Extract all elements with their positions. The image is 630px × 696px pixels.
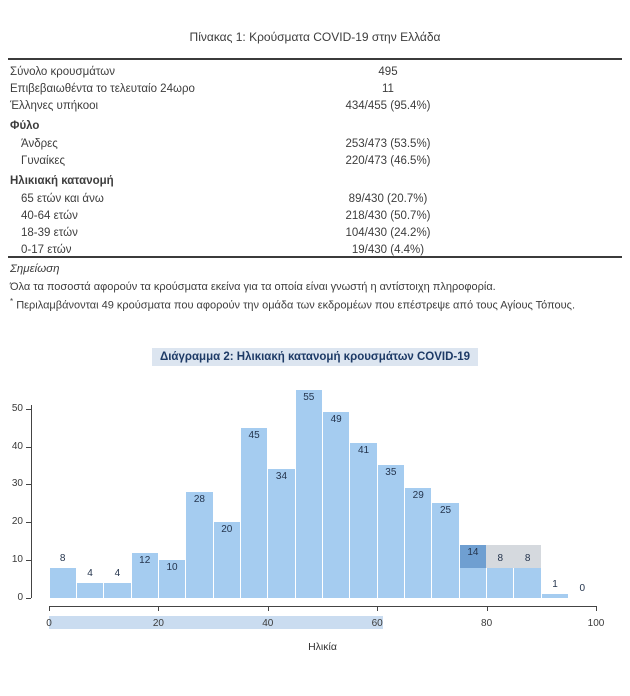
y-tick-label: 30 bbox=[11, 478, 23, 490]
bar-value-label: 8 bbox=[497, 552, 504, 564]
histogram-bar[interactable] bbox=[542, 594, 568, 598]
bar-value-label: 28 bbox=[193, 493, 205, 505]
bar-value-label: 14 bbox=[467, 546, 479, 558]
row-value: 434/455 (95.4%) bbox=[345, 99, 431, 112]
bar-value-label: 49 bbox=[330, 414, 342, 426]
histogram-bar[interactable] bbox=[405, 488, 431, 598]
row-label: Έλληνες υπήκοοι bbox=[10, 99, 99, 112]
row-label: Γυναίκες bbox=[21, 154, 65, 167]
histogram-bar[interactable] bbox=[186, 492, 212, 598]
row-label: Επιβεβαιωθέντα το τελευταίο 24ωρο bbox=[10, 82, 195, 95]
table-title: Πίνακας 1: Κρούσματα COVID-19 στην Ελλάδα bbox=[189, 30, 441, 44]
y-tick-label: 40 bbox=[11, 440, 23, 452]
chart-title: Διάγραμμα 2: Ηλικιακή κατανομή κρουσμάτων COVID-19 bbox=[152, 348, 478, 366]
histogram-bar[interactable] bbox=[487, 568, 513, 598]
bar-value-label: 4 bbox=[114, 567, 121, 579]
bar-value-label: 8 bbox=[59, 552, 66, 564]
note-line-2-text: Περιλαμβάνονται 49 κρούσματα που αφορούν την ομάδα των εκδρομέων που επέστρεψε από τους Αγίους Τόπους. bbox=[16, 299, 576, 312]
row-label: Άνδρες bbox=[21, 137, 58, 150]
y-tick-label: 0 bbox=[17, 592, 23, 603]
x-axis-highlight-band bbox=[49, 616, 383, 629]
bar-value-label: 41 bbox=[357, 444, 370, 456]
y-axis-tick bbox=[26, 484, 31, 485]
row-label: Φύλο bbox=[10, 119, 40, 132]
histogram-bar[interactable] bbox=[77, 583, 103, 598]
histogram-bar[interactable] bbox=[378, 465, 404, 598]
y-axis-tick bbox=[26, 409, 31, 410]
x-tick-label: 100 bbox=[587, 618, 605, 629]
bar-value-label: 1 bbox=[552, 579, 558, 591]
bar-value-label: 4 bbox=[87, 567, 93, 579]
x-tick-label: 40 bbox=[262, 618, 274, 629]
y-axis-tick bbox=[26, 560, 31, 561]
note-heading: Σημείωση bbox=[10, 263, 60, 275]
x-axis-line bbox=[49, 606, 596, 607]
y-axis-tick bbox=[26, 522, 31, 523]
row-label: 40-64 ετών bbox=[21, 209, 78, 222]
row-value: 220/473 (46.5%) bbox=[345, 154, 431, 167]
histogram-bar[interactable] bbox=[104, 583, 130, 598]
bar-value-label: 55 bbox=[303, 391, 315, 403]
x-axis-tick bbox=[487, 606, 488, 611]
histogram-bar[interactable] bbox=[50, 568, 76, 598]
y-tick-label: 50 bbox=[11, 402, 23, 414]
bar-value-label: 10 bbox=[166, 562, 178, 574]
row-label: 65 ετών και άνω bbox=[21, 192, 104, 205]
histogram-bar[interactable] bbox=[268, 469, 294, 598]
x-tick-label: 80 bbox=[481, 618, 493, 629]
y-tick-label: 20 bbox=[11, 516, 23, 528]
histogram-bar[interactable] bbox=[514, 568, 540, 598]
y-axis-tick bbox=[26, 598, 31, 599]
note-line-1: Όλα τα ποσοστά αφορούν τα κρούσματα εκείνα για τα οποία είναι γνωστή η αντίστοιχη πληροφορία. bbox=[10, 281, 496, 293]
row-value: 104/430 (24.2%) bbox=[345, 226, 431, 239]
histogram-bar[interactable] bbox=[432, 503, 458, 598]
bar-value-label: 35 bbox=[385, 467, 397, 479]
footnote-asterisk: * bbox=[10, 297, 14, 306]
row-value: 89/430 (20.7%) bbox=[348, 192, 428, 205]
row-value: 11 bbox=[382, 82, 394, 95]
bar-value-label: 0 bbox=[579, 583, 586, 594]
y-axis-line bbox=[31, 405, 32, 598]
x-tick-label: 60 bbox=[371, 618, 383, 629]
bar-value-label: 20 bbox=[221, 524, 233, 536]
row-value: 495 bbox=[378, 65, 398, 78]
bar-value-label: 29 bbox=[412, 490, 424, 502]
bar-value-label: 34 bbox=[275, 471, 288, 483]
histogram-bar[interactable] bbox=[323, 412, 349, 598]
x-axis-tick bbox=[158, 606, 159, 611]
row-label: 18-39 ετών bbox=[21, 226, 78, 239]
row-value: 19/430 (4.4%) bbox=[351, 243, 425, 256]
bar-value-label: 25 bbox=[440, 505, 452, 517]
bar-value-label: 45 bbox=[248, 429, 260, 441]
y-axis-tick bbox=[26, 447, 31, 448]
x-axis-tick bbox=[268, 606, 269, 611]
histogram-bar[interactable] bbox=[296, 390, 322, 598]
x-axis-title: Ηλικία bbox=[308, 641, 337, 653]
row-label: Σύνολο κρουσμάτων bbox=[10, 65, 115, 78]
x-axis-tick bbox=[596, 606, 597, 611]
histogram-bar[interactable] bbox=[241, 428, 267, 598]
histogram-bar[interactable] bbox=[350, 443, 376, 598]
row-label: Ηλικιακή κατανομή bbox=[10, 174, 114, 187]
row-label: 0-17 ετών bbox=[21, 243, 72, 256]
bar-value-label: 12 bbox=[139, 554, 151, 566]
row-value: 253/473 (53.5%) bbox=[345, 137, 431, 150]
x-tick-label: 0 bbox=[46, 618, 52, 629]
y-tick-label: 10 bbox=[11, 554, 23, 566]
row-value: 218/430 (50.7%) bbox=[345, 209, 431, 222]
x-axis-tick bbox=[49, 606, 50, 611]
x-tick-label: 20 bbox=[152, 618, 164, 629]
bar-value-label: 8 bbox=[524, 552, 531, 564]
x-axis-tick bbox=[377, 606, 378, 611]
